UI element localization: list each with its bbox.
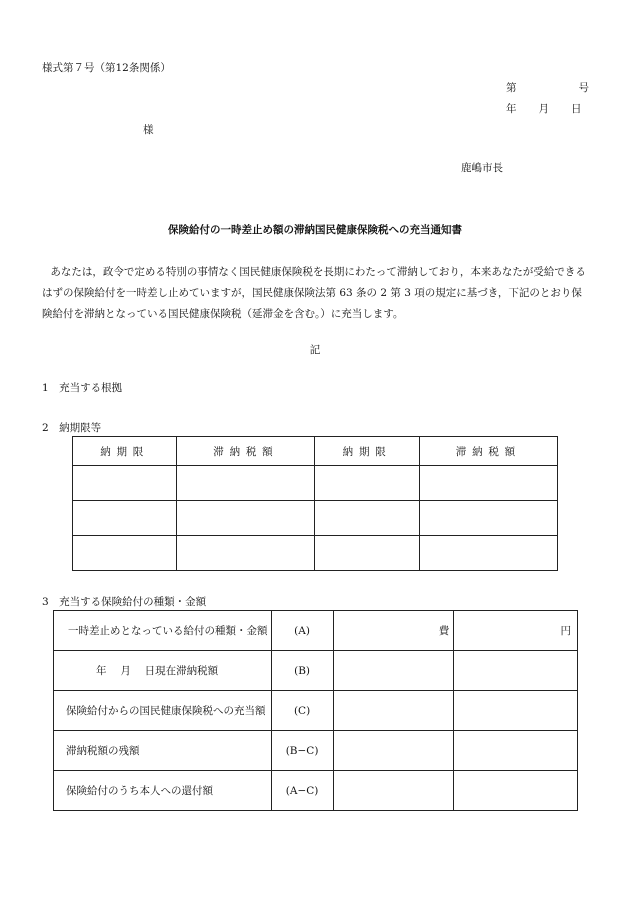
empty-cell bbox=[454, 771, 578, 811]
header-arrears-amount: 滞納税額 bbox=[419, 437, 557, 466]
row-label: 年 月 日現在滞納税額 bbox=[54, 651, 272, 691]
ki-heading: 記 bbox=[309, 344, 321, 356]
table-row bbox=[54, 691, 578, 731]
header-deadline: 納期限 bbox=[315, 437, 419, 466]
deadline-table bbox=[72, 436, 558, 571]
date-year: 年 bbox=[506, 103, 517, 115]
empty-cell bbox=[333, 691, 454, 731]
section-benefit: 3 充当する保険給付の種類・金額 bbox=[42, 596, 207, 608]
row-code: (B) bbox=[271, 651, 333, 691]
table-row bbox=[54, 771, 578, 811]
empty-cell bbox=[454, 691, 578, 731]
deadline-header-row bbox=[73, 437, 558, 466]
date-line bbox=[506, 101, 582, 116]
amount-cell: 円 bbox=[454, 611, 578, 651]
empty-cell bbox=[315, 466, 419, 501]
row-code: (A) bbox=[271, 611, 333, 651]
table-row bbox=[54, 651, 578, 691]
empty-cell bbox=[333, 651, 454, 691]
benefit-table bbox=[53, 610, 578, 811]
empty-cell bbox=[333, 771, 454, 811]
document-title: 保険給付の一時差止め額の滞納国民健康保険税への充当通知書 bbox=[168, 224, 462, 236]
number-dai: 第 bbox=[506, 82, 517, 94]
table-row bbox=[54, 611, 578, 651]
date-day: 日 bbox=[571, 103, 582, 115]
row-label: 保険給付のうち本人への還付額 bbox=[54, 771, 272, 811]
empty-cell bbox=[333, 731, 454, 771]
empty-cell bbox=[419, 501, 557, 536]
table-row bbox=[54, 731, 578, 771]
table-row bbox=[73, 466, 558, 501]
row-label: 滞納税額の残額 bbox=[54, 731, 272, 771]
date-month: 月 bbox=[538, 103, 549, 115]
empty-cell bbox=[315, 536, 419, 571]
section-basis: 1 充当する根拠 bbox=[42, 382, 123, 394]
row-code: (B−C) bbox=[271, 731, 333, 771]
empty-cell bbox=[73, 536, 177, 571]
benefit-type-cell: 費 bbox=[333, 611, 454, 651]
empty-cell bbox=[73, 466, 177, 501]
empty-cell bbox=[454, 731, 578, 771]
empty-cell bbox=[454, 651, 578, 691]
header-arrears-amount: 滞納税額 bbox=[177, 437, 315, 466]
table-row bbox=[73, 501, 558, 536]
addressee-sama: 様 bbox=[143, 124, 154, 136]
row-code: (C) bbox=[271, 691, 333, 731]
body-paragraph: あなたは，政令で定める特別の事情なく国民健康保険税を長期にわたって滞納しており，本来あなたが受給できるはずの保険給付を一時差し止めていますが，国民健康保険法第 63 条の 2 第 3 項の規定に基づき，下記のとおり保険給付を滞納となっている国民健康保険税（延滞金を含む。）に充当します。 bbox=[42, 266, 586, 320]
empty-cell bbox=[177, 536, 315, 571]
empty-cell bbox=[419, 536, 557, 571]
empty-cell bbox=[73, 501, 177, 536]
empty-cell bbox=[177, 501, 315, 536]
empty-cell bbox=[419, 466, 557, 501]
empty-cell bbox=[315, 501, 419, 536]
empty-cell bbox=[177, 466, 315, 501]
row-label: 保険給付からの国民健康保険税への充当額 bbox=[54, 691, 272, 731]
section-deadline: 2 納期限等 bbox=[42, 422, 102, 434]
table-row bbox=[73, 536, 558, 571]
issuer-mayor: 鹿嶋市長 bbox=[461, 162, 503, 174]
row-code: (A−C) bbox=[271, 771, 333, 811]
header-deadline: 納期限 bbox=[73, 437, 177, 466]
number-go: 号 bbox=[578, 82, 589, 94]
document-number-line bbox=[506, 80, 589, 95]
row-label: 一時差止めとなっている給付の種類・金額 bbox=[54, 611, 272, 651]
form-number: 様式第７号（第12条関係） bbox=[42, 62, 171, 74]
